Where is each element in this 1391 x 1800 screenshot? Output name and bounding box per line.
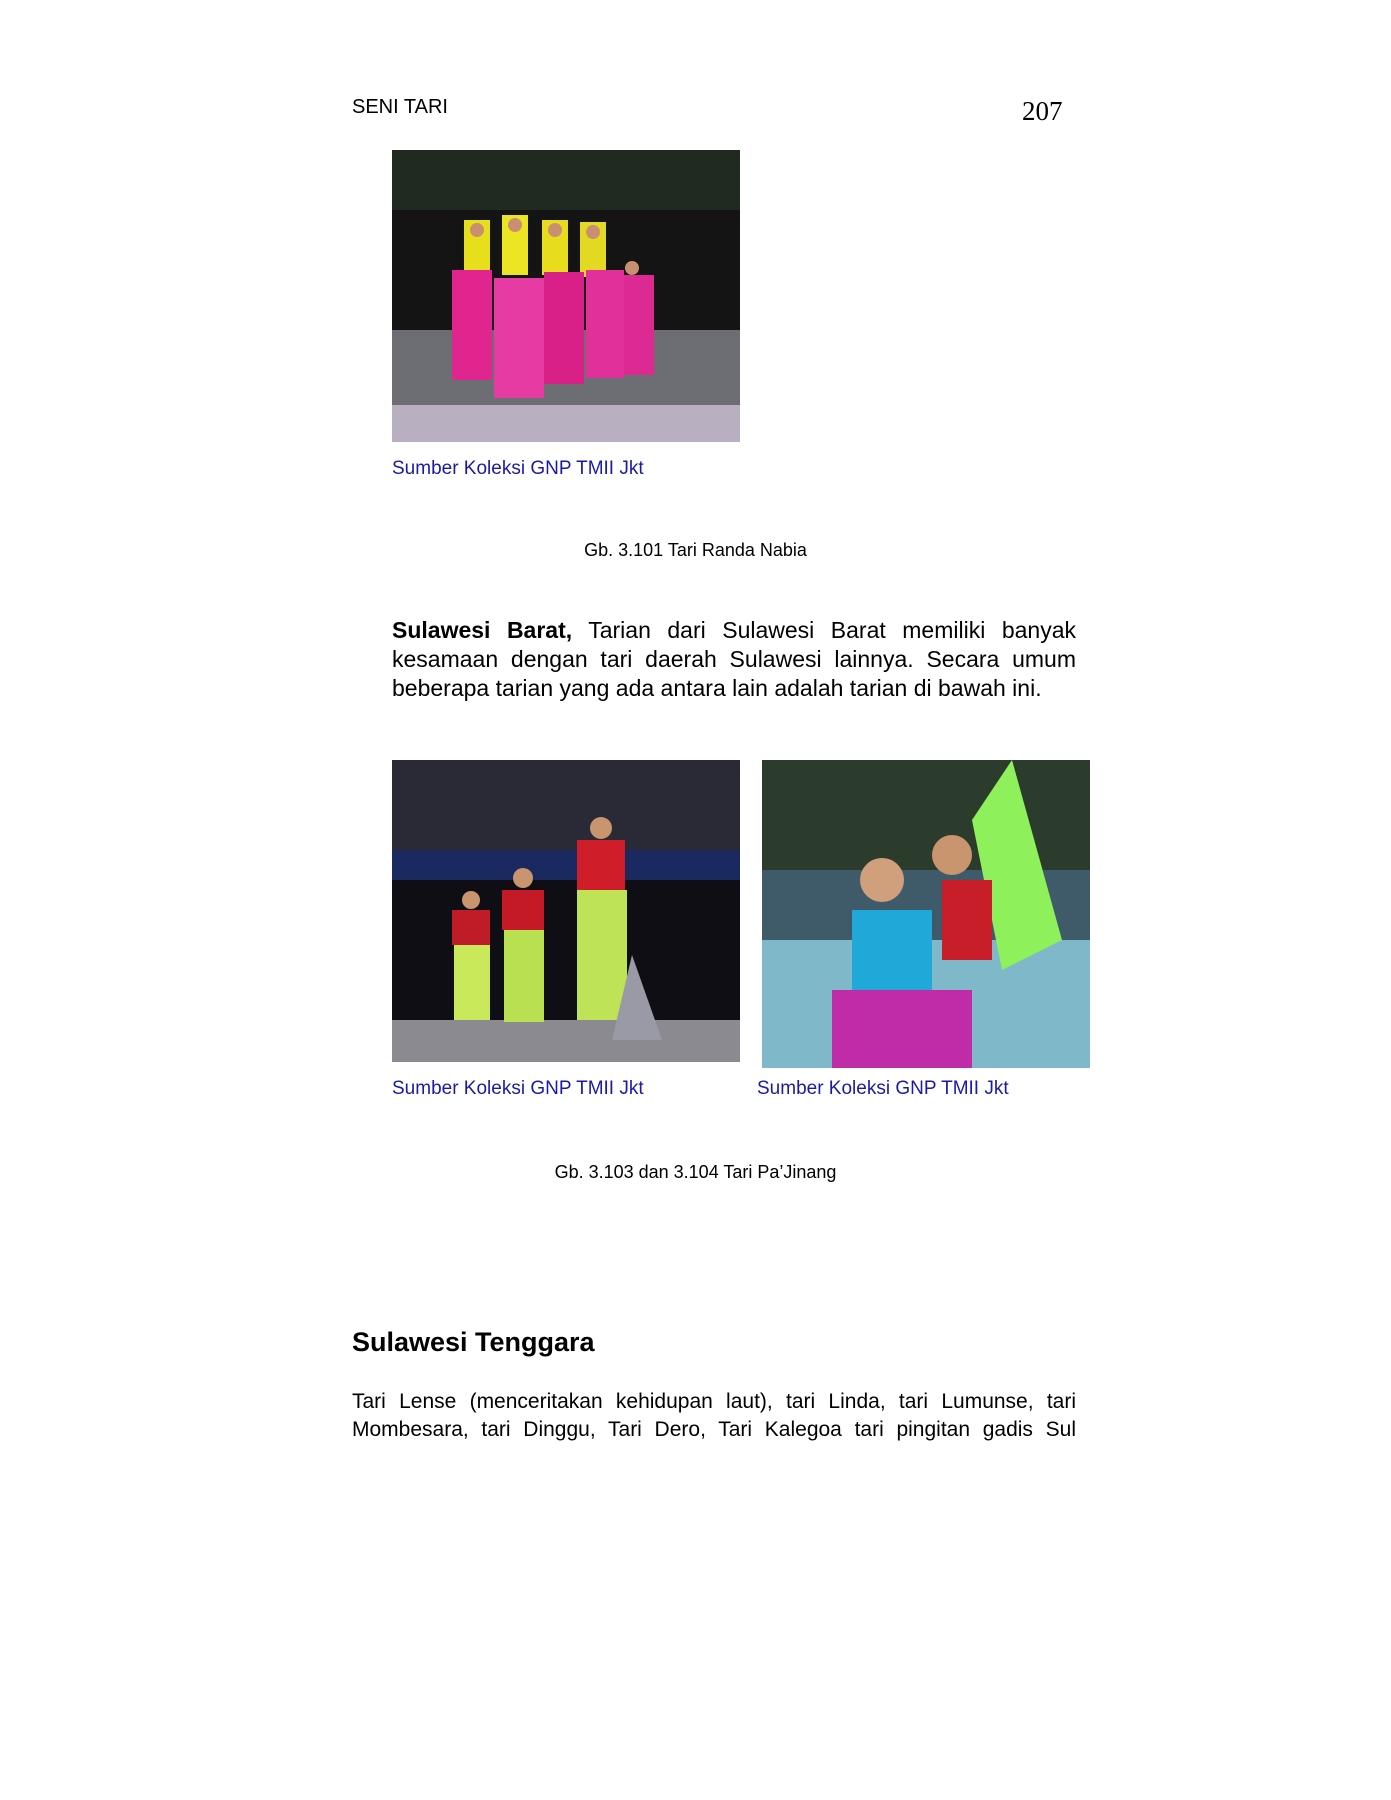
photo-tari-pajinang-group bbox=[392, 760, 740, 1062]
photo-tari-pajinang-duo bbox=[762, 760, 1090, 1068]
figure-caption-pajinang: Gb. 3.103 dan 3.104 Tari Pa’Jinang bbox=[554, 1162, 837, 1182]
photo-source-credit-right: Sumber Koleksi GNP TMII Jkt bbox=[757, 1078, 1009, 1099]
paragraph-sulawesi-barat bbox=[392, 616, 1076, 703]
section-body-text: Tari Lense (menceritakan kehidupan laut), tari Linda, tari Lumunse, tari Mombesara, tari Dinggu, Tari Dero, Tari Kalegoa tari pingitan gadis Sul bbox=[352, 1390, 1076, 1441]
section-heading: Sulawesi Tenggara bbox=[352, 1327, 595, 1357]
running-header-title: SENI TARI bbox=[352, 96, 448, 118]
paragraph-lead: Sulawesi Barat, bbox=[392, 617, 573, 643]
photo-source-credit: Sumber Koleksi GNP TMII Jkt bbox=[392, 458, 644, 479]
figure-caption: Gb. 3.101 Tari Randa Nabia bbox=[584, 540, 807, 560]
paragraph-text: Tarian dari Sulawesi Barat memiliki banyak kesamaan dengan tari daerah Sulawesi lainnya. Secara umum beberapa tarian yang ada antara lain adalah tarian di bawah ini. bbox=[392, 617, 1076, 701]
photo-source-credit-left: Sumber Koleksi GNP TMII Jkt bbox=[392, 1078, 644, 1099]
photo-tari-randa-nabia bbox=[392, 150, 740, 442]
page-number: 207 bbox=[1022, 96, 1063, 126]
